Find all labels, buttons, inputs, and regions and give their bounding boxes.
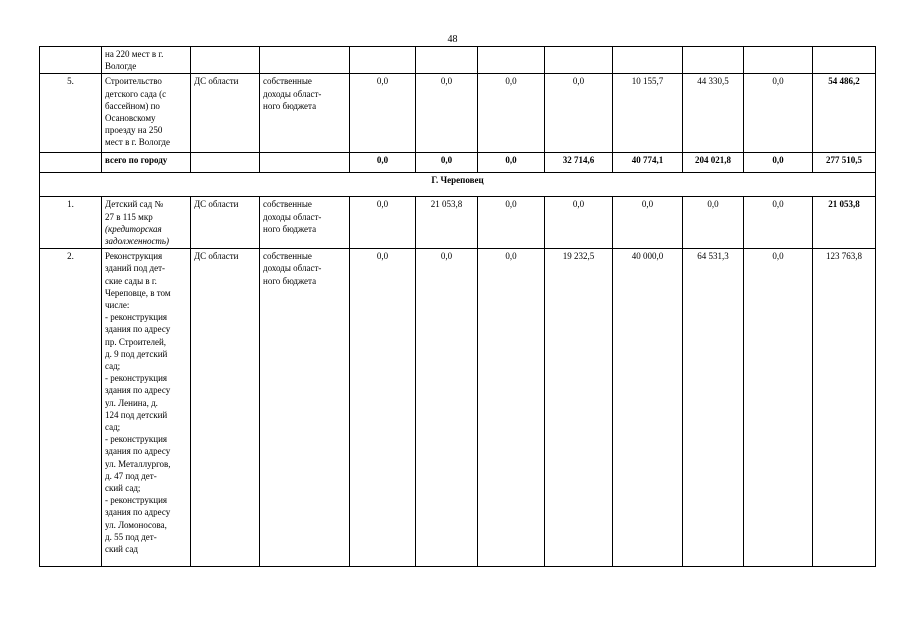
object-description xyxy=(102,197,191,249)
section-header-row xyxy=(40,173,876,197)
debt-note: (кредиторская задолженность) xyxy=(105,223,170,247)
total-cell: 277 510,5 xyxy=(813,153,876,173)
value-cell: 0,0 xyxy=(744,197,813,249)
value-cell: 32 714,6 xyxy=(545,153,613,173)
value-cell: 0,0 xyxy=(478,74,545,153)
object-description: на 220 мест в г. Вологде xyxy=(102,47,191,74)
funding-source-cell: собственные доходы област- ного бюджета xyxy=(260,249,350,567)
value-cell: 40 000,0 xyxy=(613,249,683,567)
value-cell: 21 053,8 xyxy=(416,197,478,249)
value-cell: 0,0 xyxy=(545,197,613,249)
value-cell: 0,0 xyxy=(744,74,813,153)
city-total-row xyxy=(40,153,876,173)
value-cell: 44 330,5 xyxy=(683,74,744,153)
value-cell: 204 021,8 xyxy=(683,153,744,173)
budget-table xyxy=(39,46,876,567)
value-cell: 0,0 xyxy=(350,249,416,567)
value-cell: 0,0 xyxy=(350,153,416,173)
value-cell: 0,0 xyxy=(744,153,813,173)
customer-cell: ДС области xyxy=(191,197,260,249)
page-number: 48 xyxy=(447,34,458,45)
row-number: 5. xyxy=(40,74,102,153)
customer-cell: ДС области xyxy=(191,74,260,153)
value-cell: 0,0 xyxy=(744,249,813,567)
customer-cell: ДС области xyxy=(191,249,260,567)
value-cell: 19 232,5 xyxy=(545,249,613,567)
value-cell: 0,0 xyxy=(416,74,478,153)
value-cell: 0,0 xyxy=(478,249,545,567)
total-cell: 123 763,8 xyxy=(813,249,876,567)
row-number: 1. xyxy=(40,197,102,249)
table-row xyxy=(40,249,876,567)
value-cell: 0,0 xyxy=(350,197,416,249)
value-cell: 10 155,7 xyxy=(613,74,683,153)
value-cell: 0,0 xyxy=(478,197,545,249)
description-text: Детский сад № 27 в 115 мкр xyxy=(105,199,164,222)
row-number xyxy=(40,47,102,74)
value-cell: 64 531,3 xyxy=(683,249,744,567)
value-cell: 0,0 xyxy=(478,153,545,173)
total-cell: 54 486,2 xyxy=(813,74,876,153)
value-cell: 0,0 xyxy=(683,197,744,249)
object-description: Строительство детского сада (с бассейном) по Осановскому проезду на 250 мест в г. Вологде xyxy=(102,74,191,153)
section-title: Г. Череповец xyxy=(40,173,876,197)
total-cell: 21 053,8 xyxy=(813,197,876,249)
funding-source-cell: собственные доходы област- ного бюджета xyxy=(260,197,350,249)
value-cell: 0,0 xyxy=(613,197,683,249)
table-row xyxy=(40,74,876,153)
value-cell: 0,0 xyxy=(416,153,478,173)
object-description: Реконструкция зданий под дет- ские сады в г. Череповце, в том числе: - реконструкция здания по адресу пр. Строителей, д. 9 под детский сад; - реконструкция здания по адресу ул. Ленина, д. 124 под детский сад; - реконструкция здания по адресу ул. Металлургов, д. 47 под дет- ский сад; - реконструкция здания по адресу ул. Ломоносова, д. 55 под дет- ский сад xyxy=(102,249,191,567)
value-cell: 0,0 xyxy=(350,74,416,153)
value-cell: 0,0 xyxy=(416,249,478,567)
value-cell: 40 774,1 xyxy=(613,153,683,173)
value-cell: 0,0 xyxy=(545,74,613,153)
table-row xyxy=(40,197,876,249)
funding-source-cell: собственные доходы област- ного бюджета xyxy=(260,74,350,153)
row-number: 2. xyxy=(40,249,102,567)
city-total-label: всего по городу xyxy=(102,153,191,173)
table-row xyxy=(40,47,876,74)
